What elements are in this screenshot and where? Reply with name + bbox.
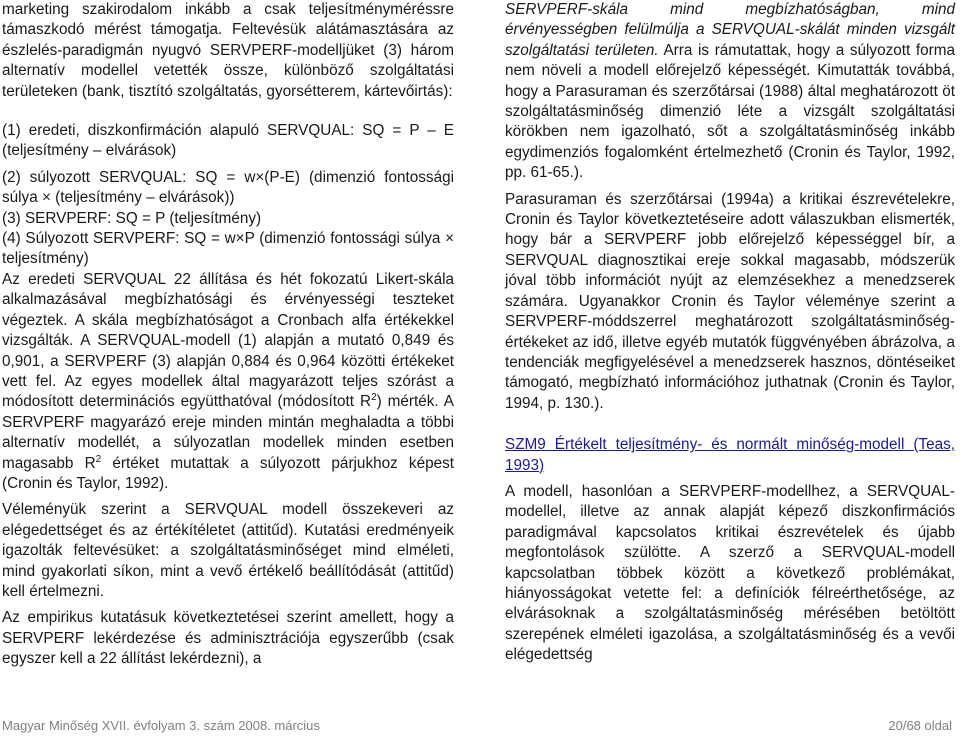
right-column: [505, 0, 955, 666]
section-heading-link[interactable]: SZM9 Értékelt teljesítmény- és normált minőség-modell (Teas, 1993): [505, 436, 955, 474]
formula-item-1: (1) eredeti, diszkonfirmáción alapuló SERVQUAL: SQ = P – E (teljesítmény – elvárások): [2, 122, 454, 160]
formula-list: [2, 121, 454, 270]
footer-page-number: 20/68 oldal: [888, 718, 952, 733]
formula-item-3: (3) SERVPERF: SQ = P (teljesítmény): [2, 209, 262, 227]
footer-journal: Magyar Minőség XVII. évfolyam 3. szám 2008. március: [2, 718, 320, 733]
right-paragraph-3: A modell, hasonlóan a SERVPERF-modellhez, a SERVQUAL-modellel, illetve az annak alapját képező diszkonfirmációs paradigmával kapcsolatos kritikai észrevételek és újabb megfontolások szülötte. A szerző a SERVQUAL-modell kapcsolatban többek között a következő problémákat, hiányosságokat vetette fel: a definíciók félreérthetősége, az elvárásoknak a szolgáltatásminőség mérésében betöltött szerepének elméleti igazolása, a szolgáltatásminőség és a vevői elégedettség: [505, 482, 955, 664]
superscript-2: 2: [371, 392, 377, 404]
italic-conclusion: SERVPERF-skála mind megbízhatóságban, mind érvényességben felülmúlja a SERVQUAL-skálát minden vizsgált szolgáltatási területen.: [505, 1, 955, 59]
left-paragraph-4: Az empirikus kutatásuk következtetései szerint amellett, hogy a SERVPERF lekérdezése és adminisztrációja egyszerűbb (csak egyszer kell a 22 állítást lekérdezni), a: [2, 609, 454, 668]
formula-item-2: (2) súlyozott SERVQUAL: SQ = w×(P-E) (dimenzió fontossági súlya × (teljesítmény – elvárások)): [2, 168, 454, 207]
right-paragraph-2: Parasuraman és szerzőtársai (1994a) a kritikai észrevételekre, Cronin és Taylor következtetéseire adott válaszukban elismerték, hogy bár a SERVPERF jobb előrejelző képességgel bír, a SERVQUAL diagnosztikai ereje sokkal magasabb, módszerük jóval több információt nyújt az elemzésekhez a menedzserek számára. Ugyanakkor Cronin és Taylor véleménye szerint a SERVPERF-móddszerrel meghatározott szolgáltatásminőség-értékeket az idő, illetve egyéb mutatók függvényében ábrázolva, a tendenciák megfigyelésével a menedzserek hasznos, döntéseiket támogató, megbízható információhoz juthatnak (Cronin és Taylor, 1994, p. 130.).: [505, 190, 955, 412]
superscript-2: 2: [95, 453, 102, 465]
left-paragraph-1: marketing szakirodalom inkább a csak teljesítményméréssre támaszkodó mérést támogatja. Feltevésük alátámasztására az észlelés-paradigmán nyugvó SERVPERF-modelljüket (3) három alternatív modellel vetették össze, különböző szolgáltatási területeken (bank, tisztító szolgáltatás, gyorsétterem, kártevőirtás):: [2, 1, 454, 100]
left-column: [2, 0, 454, 670]
formula-item-4: (4) Súlyozott SERVPERF: SQ = w×P (dimenzió fontossági súlya × teljesítmény): [2, 230, 454, 268]
left-paragraph-3: Véleményük szerint a SERVQUAL modell összekeveri az elégedettséget és az értékítéletet (attitűd). Kutatási eredményeik igazolták feltevésüket: a szolgáltatásminőséget mind elméleti, mind gyakorlati síkon, mint a vevő értékelő beállítódását (attitűd) kell értelmezni.: [2, 501, 454, 600]
left-paragraph-2: Az eredeti SERVQUAL 22 állítása és hét fokozatú Likert-skála alkalmazásával megbízhatósági és érvényességi teszteket végeztek. A skála megbízhatóságot a Cronbach alfa értékekkel vizsgálták. A SERVQUAL-modell (1) alapján a mutató 0,849 és 0,901, a SERVPERF (3) alapján 0,884 és 0,964 közötti értékeket vett fel. Az egyes modellek által magyarázott teljes szórást a módosított determinációs együtthatóval (módosított $R^2$) mérték. A SERVPERF magyarázó ereje minden mintán meghaladta a többi alternatív modellét, a súlyozatlan modellek minden esetben magasabb $R^2$ értéket mutattak a súlyozott párjukhoz képest (Cronin és Taylor, 1992).: [2, 270, 455, 492]
right-paragraph-1: SERVPERF-skála mind megbízhatóságban, mind érvényességben felülmúlja a SERVQUAL-skálát minden vizsgált szolgáltatási területen. Arra is rámutattak, hogy a súlyozott forma nem növeli a modell előrejelző képességét. Kimutatták továbbá, hogy a Parasuraman és szerzőtársai (1988) által meghatározott öt szolgáltatásminőség dimenzió léte a vizsgált szolgáltatási körökben nem igazolható, sőt a szolgáltatásminőség inkább egydimenziós fogalomként értelmezhető (Cronin és Taylor, 1992, pp. 61-65.).: [505, 1, 955, 182]
